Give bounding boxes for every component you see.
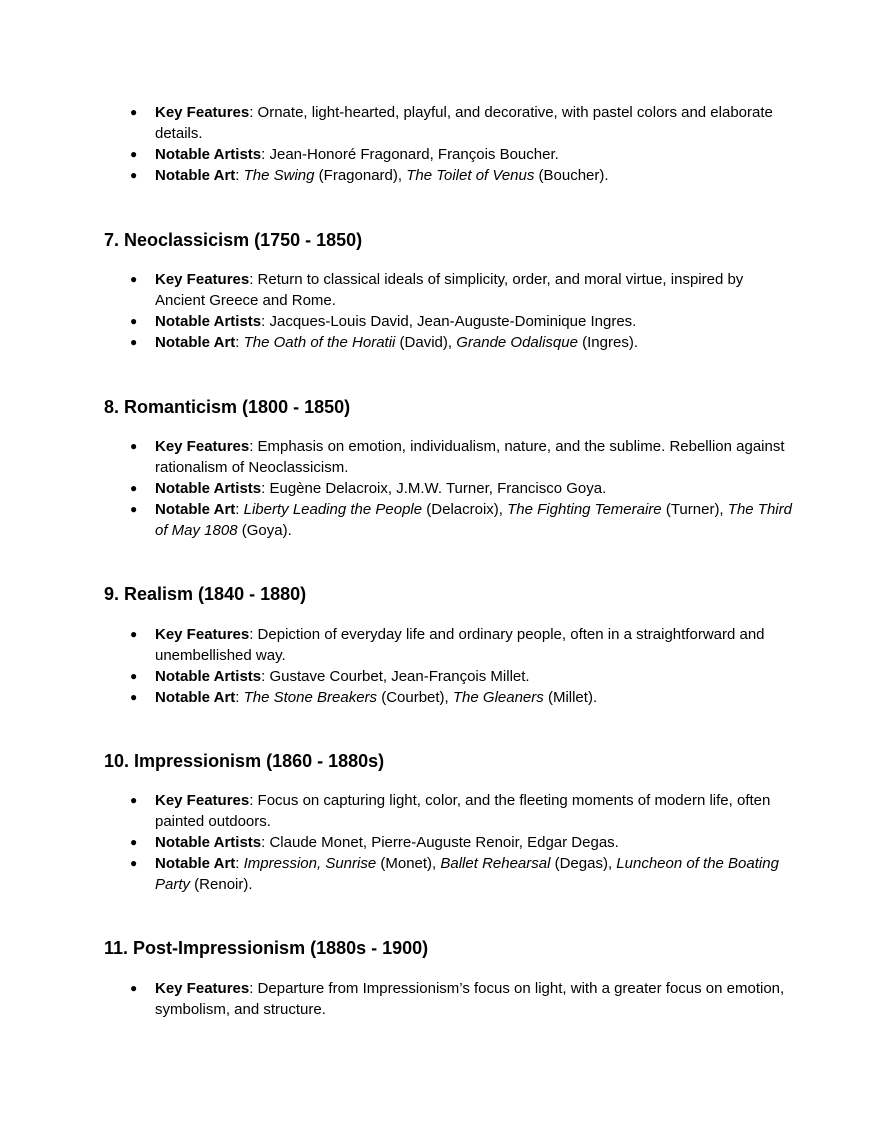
list-item: ● Notable Art: The Swing (Fragonard), The Toilet of Venus (Boucher).: [130, 167, 609, 184]
bullet-icon: ●: [130, 669, 138, 683]
list-item: ● Key Features: Ornate, light-hearted, playful, and decorative, with pastel colors and elaborate details.: [130, 104, 773, 142]
list-item: ● Notable Art: The Oath of the Horatii (David), Grande Odalisque (Ingres).: [130, 334, 638, 351]
section-heading-neoclassicism: 7. Neoclassicism (1750 - 1850): [104, 230, 363, 250]
list-item: ● Notable Artists: Jean-Honoré Fragonard, François Boucher.: [130, 146, 559, 163]
list-item: ● Key Features: Departure from Impressionism’s focus on light, with a greater focus on emotion, symbolism, and structure.: [130, 980, 785, 1018]
bullet-icon: ●: [130, 856, 138, 870]
list-item: ● Notable Artists: Eugène Delacroix, J.M.W. Turner, Francisco Goya.: [130, 480, 607, 497]
section-heading-post-impressionism: 11. Post-Impressionism (1880s - 1900): [104, 938, 429, 958]
bullet-icon: ●: [130, 335, 138, 349]
bullet-icon: ●: [130, 981, 138, 995]
bullet-icon: ●: [130, 793, 138, 807]
bullet-icon: ●: [130, 105, 138, 119]
bullet-icon: ●: [130, 147, 138, 161]
bullet-icon: ●: [130, 314, 138, 328]
section-heading-romanticism: 8. Romanticism (1800 - 1850): [104, 397, 351, 417]
list-item: ● Key Features: Emphasis on emotion, individualism, nature, and the sublime. Rebellion against rationalism of Neoclassicism.: [130, 438, 785, 476]
list-item: ● Notable Artists: Gustave Courbet, Jean-François Millet.: [130, 668, 530, 685]
list-item: ● Notable Art: The Stone Breakers (Courbet), The Gleaners (Millet).: [130, 689, 598, 706]
list-item: ● Notable Artists: Jacques-Louis David, Jean-Auguste-Dominique Ingres.: [130, 313, 637, 330]
section-heading-realism: 9. Realism (1840 - 1880): [104, 584, 307, 604]
bullet-icon: ●: [130, 502, 138, 516]
bullet-icon: ●: [130, 168, 138, 182]
list-item: ● Key Features: Return to classical ideals of simplicity, order, and moral virtue, inspired by Ancient Greece and Rome.: [130, 271, 744, 309]
bullet-icon: ●: [130, 690, 138, 704]
bullet-icon: ●: [130, 627, 138, 641]
list-item: ● Key Features: Focus on capturing light, color, and the fleeting moments of modern life, often painted outdoors.: [130, 792, 771, 830]
list-item: ● Key Features: Depiction of everyday life and ordinary people, often in a straightforward and unembellished way.: [130, 626, 765, 664]
bullet-icon: ●: [130, 272, 138, 286]
bullet-icon: ●: [130, 439, 138, 453]
list-item: ● Notable Art: Liberty Leading the People (Delacroix), The Fighting Temeraire (Turner), The Third of May 1808 (Goya).: [130, 501, 792, 539]
bullet-icon: ●: [130, 835, 138, 849]
list-item: ● Notable Artists: Claude Monet, Pierre-Auguste Renoir, Edgar Degas.: [130, 834, 619, 851]
section-heading-impressionism: 10. Impressionism (1860 - 1880s): [104, 751, 385, 771]
list-item: ● Notable Art: Impression, Sunrise (Monet), Ballet Rehearsal (Degas), Luncheon of the Boating Party (Renoir).: [130, 855, 779, 893]
bullet-icon: ●: [130, 481, 138, 495]
